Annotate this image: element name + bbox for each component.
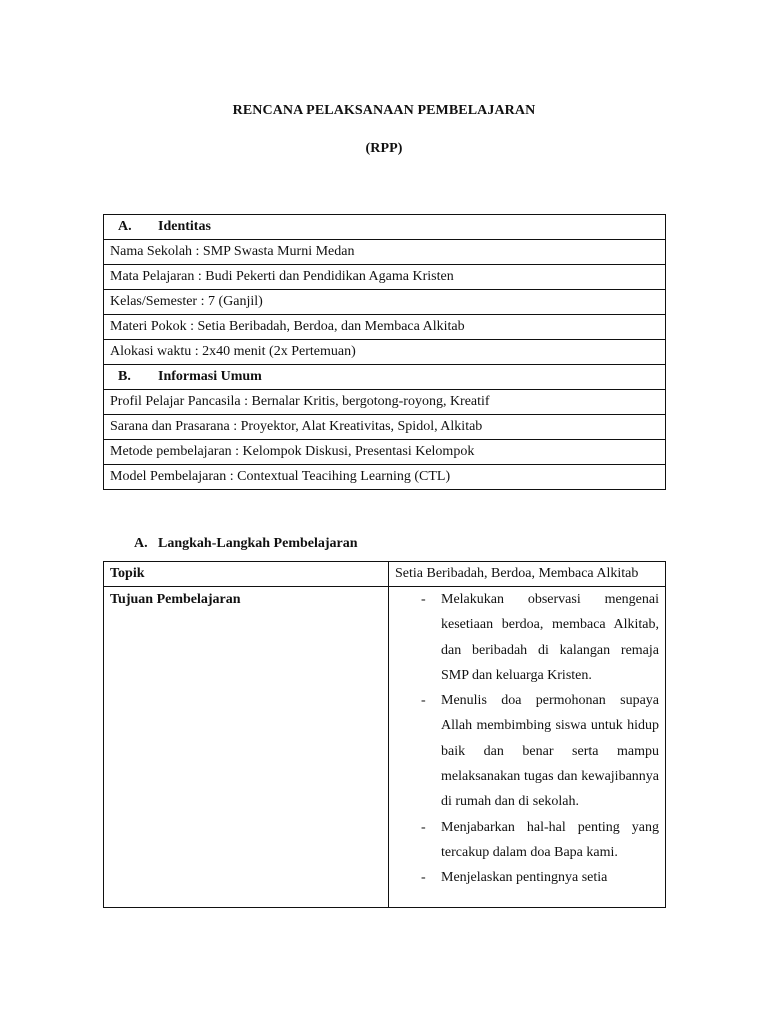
objectives-row: [104, 587, 666, 908]
section-b-header-row: [104, 365, 666, 390]
steps-heading: [134, 536, 358, 552]
facilities-row: Sarana dan Prasarana : Proyektor, Alat Kreativitas, Spidol, Alkitab: [104, 415, 666, 440]
topic-value: Setia Beribadah, Berdoa, Membaca Alkitab: [389, 562, 666, 587]
table-row: [104, 340, 666, 365]
bullet-dash: -: [421, 592, 426, 607]
objective-text: Melakukan observasi mengenai kesetiaan berdoa, membaca Alkitab, dan beribadah di kalangan remaja SMP dan keluarga Kristen.: [441, 592, 659, 683]
table-row: [104, 465, 666, 490]
bullet-dash: -: [421, 693, 426, 709]
list-item: [421, 865, 659, 890]
objectives-cell: [389, 587, 666, 908]
school-name-row: Nama Sekolah : SMP Swasta Murni Medan: [104, 240, 666, 265]
list-item: [421, 815, 659, 866]
topic-row: [104, 562, 666, 587]
section-a-letter: A.: [118, 219, 132, 234]
bullet-dash: -: [421, 870, 426, 886]
objectives-label: Tujuan Pembelajaran: [104, 587, 389, 908]
section-b-letter: B.: [118, 369, 131, 384]
learning-model-row: Model Pembelajaran : Contextual Teacihing Learning (CTL): [104, 465, 666, 490]
objective-text: Menjelaskan pentingnya setia: [441, 870, 608, 886]
section-a-header-row: [104, 215, 666, 240]
table-row: [104, 290, 666, 315]
section-b-header: [104, 365, 666, 390]
objectives-list: [395, 587, 659, 891]
topic-label: Topik: [104, 562, 389, 587]
steps-heading-label: Langkah-Langkah Pembelajaran: [158, 536, 358, 551]
table-row: [104, 315, 666, 340]
section-a-label: Identitas: [158, 219, 211, 234]
main-material-row: Materi Pokok : Setia Beribadah, Berdoa, dan Membaca Alkitab: [104, 315, 666, 340]
list-item: [421, 688, 659, 814]
table-row: [104, 440, 666, 465]
table-row: [104, 415, 666, 440]
table-row: [104, 265, 666, 290]
document-title: RENCANA PELAKSANAAN PEMBELAJARAN: [232, 103, 536, 118]
section-b-label: Informasi Umum: [158, 369, 262, 384]
time-allocation-row: Alokasi waktu : 2x40 menit (2x Pertemuan): [104, 340, 666, 365]
subject-row: Mata Pelajaran : Budi Pekerti dan Pendidikan Agama Kristen: [104, 265, 666, 290]
learning-method-row: Metode pembelajaran : Kelompok Diskusi, Presentasi Kelompok: [104, 440, 666, 465]
table-row: [104, 240, 666, 265]
document-subtitle: (RPP): [365, 141, 403, 156]
class-semester-row: Kelas/Semester : 7 (Ganjil): [104, 290, 666, 315]
identity-table: [103, 214, 666, 490]
list-item: [421, 587, 659, 688]
steps-table: [103, 561, 666, 908]
pancasila-profile-row: Profil Pelajar Pancasila : Bernalar Kritis, bergotong-royong, Kreatif: [104, 390, 666, 415]
objective-text: Menulis doa permohonan supaya Allah membimbing siswa untuk hidup baik dan benar serta mampu melaksanakan tugas dan kewajibannya di rumah dan di sekolah.: [441, 693, 659, 810]
bullet-dash: -: [421, 819, 426, 835]
objective-text: Menjabarkan hal-hal penting yang tercakup dalam doa Bapa kami.: [441, 819, 659, 860]
steps-heading-letter: A.: [134, 536, 148, 551]
section-a-header: [104, 215, 666, 240]
table-row: [104, 390, 666, 415]
